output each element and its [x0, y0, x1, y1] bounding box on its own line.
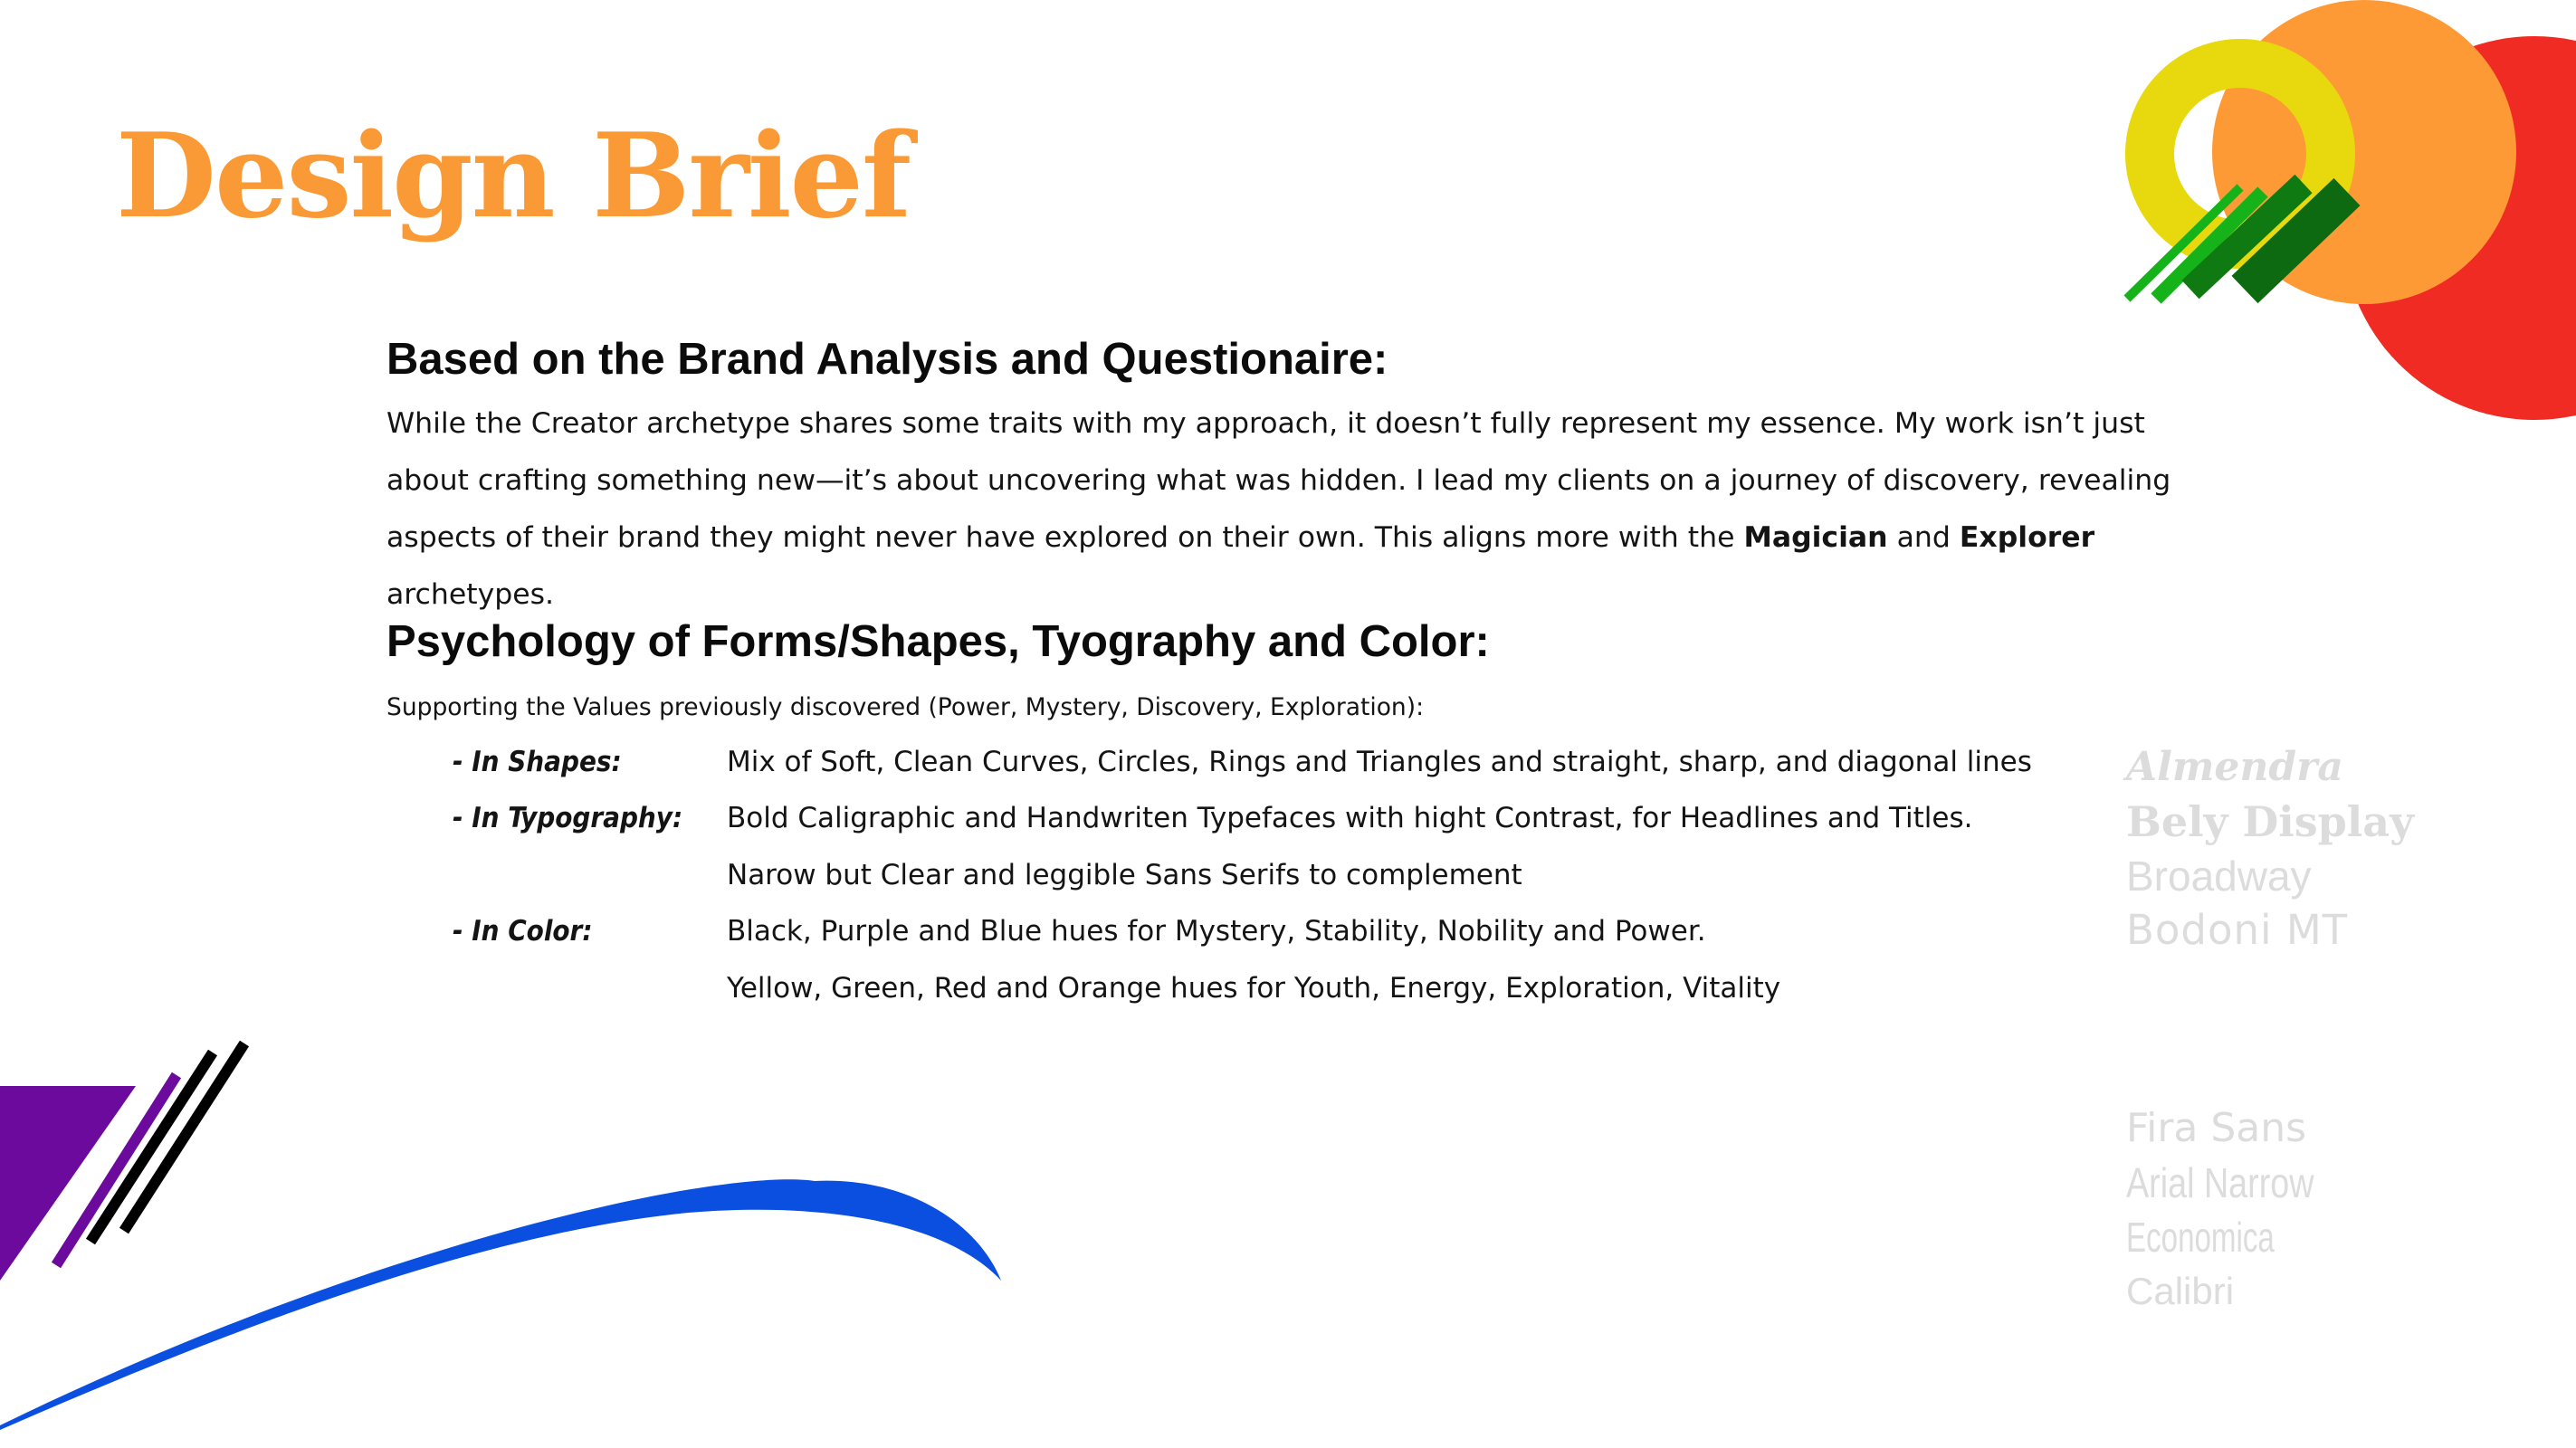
- psychology-intro: Supporting the Values previously discovered (Power, Mystery, Discovery, Exploration):: [386, 693, 1424, 721]
- brand-analysis-paragraph: [386, 395, 2206, 624]
- analysis-text-mid: and: [1887, 521, 1960, 554]
- typography-value: Bold Caligraphic and Handwriten Typefaces with hight Contrast, for Headlines and Titles.: [727, 802, 1973, 834]
- font-sample-arial-narrow: Arial Narrow: [2126, 1159, 2314, 1206]
- font-sample-economica: Economica: [2126, 1214, 2275, 1261]
- color-label: - In Color:: [453, 915, 593, 948]
- typography-value-2: Narow but Clear and leggible Sans Serifs to complement: [727, 859, 1522, 891]
- psychology-heading: Psychology of Forms/Shapes, Tyography and Color:: [386, 617, 1490, 666]
- shapes-label: - In Shapes:: [453, 746, 622, 778]
- black-diagonal-line-1: [91, 1053, 213, 1242]
- font-sample-bodoni-mt: Bodoni MT: [2126, 906, 2349, 954]
- font-sample-bely-display: Bely Display: [2126, 797, 2414, 846]
- brand-analysis-heading: Based on the Brand Analysis and Questionaire:: [386, 335, 1388, 384]
- display-font-samples: [2126, 740, 2414, 957]
- color-value: Black, Purple and Blue hues for Mystery, Stability, Nobility and Power.: [727, 915, 1706, 948]
- analysis-text-after: archetypes.: [386, 578, 555, 611]
- magician-archetype: Magician: [1743, 521, 1888, 554]
- page-title: Design Brief: [116, 109, 910, 244]
- analysis-text-before: While the Creator archetype shares some traits with my approach, it doesn’t fully represent my essence. My work isn’t just about crafting something new—it’s about uncovering what was hidden. I lead my clients on a journey of discovery, revealing aspects of their brand they might never have explored on their own. This aligns more with the: [386, 407, 2171, 554]
- color-value-2: Yellow, Green, Red and Orange hues for Youth, Energy, Exploration, Vitality: [727, 972, 1781, 1005]
- typography-label: - In Typography:: [453, 802, 683, 834]
- blue-swoosh: [0, 1179, 1001, 1430]
- font-sample-almendra: Almendra: [2126, 744, 2343, 790]
- explorer-archetype: Explorer: [1959, 521, 2095, 554]
- font-sample-calibri: Calibri: [2126, 1270, 2235, 1312]
- text-font-samples: [2126, 1101, 2355, 1319]
- shapes-value: Mix of Soft, Clean Curves, Circles, Rings and Triangles and straight, sharp, and diagonal lines: [727, 746, 2032, 778]
- font-sample-broadway: Broadway: [2126, 853, 2312, 900]
- font-sample-fira-sans: Fira Sans: [2126, 1105, 2307, 1151]
